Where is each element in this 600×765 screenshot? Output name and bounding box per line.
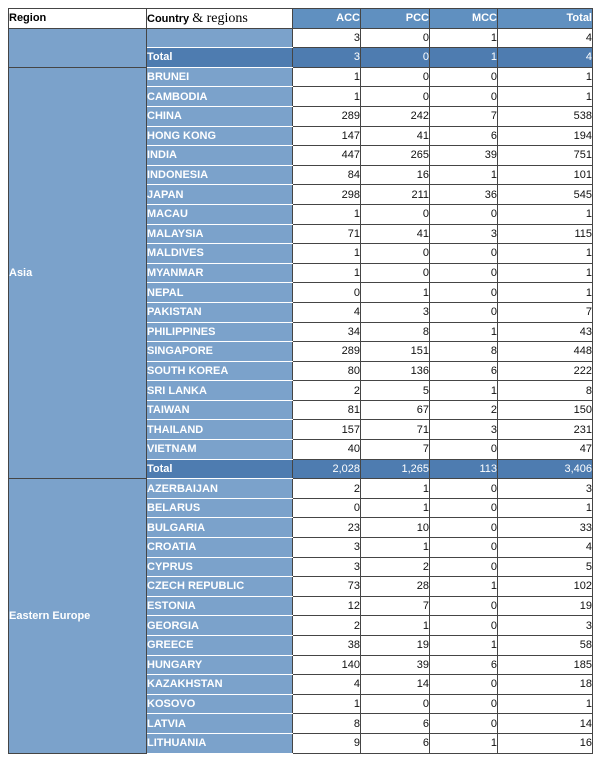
value-cell-acc: 3 [293,557,361,577]
value-cell-acc: 40 [293,440,361,460]
total-value-cell-mcc: 1 [430,48,498,68]
value-cell-mcc: 0 [430,244,498,264]
value-cell-acc: 0 [293,283,361,303]
country-cell: BRUNEI [147,67,293,87]
value-cell-total: 1 [498,67,593,87]
value-cell-total: 185 [498,655,593,675]
value-cell-mcc: 36 [430,185,498,205]
value-cell-pcc: 8 [361,322,430,342]
value-cell-mcc: 1 [430,733,498,753]
value-cell-mcc: 1 [430,165,498,185]
value-cell-total: 1 [498,694,593,714]
country-cell: CHINA [147,106,293,126]
value-cell-total: 1 [498,244,593,264]
value-cell-pcc: 1 [361,283,430,303]
value-cell-mcc: 0 [430,263,498,283]
value-cell-acc: 4 [293,675,361,695]
value-cell-total: 33 [498,518,593,538]
value-cell-mcc: 0 [430,204,498,224]
value-cell-mcc: 7 [430,106,498,126]
value-cell-mcc: 0 [430,694,498,714]
value-cell-mcc: 0 [430,518,498,538]
value-cell-mcc: 0 [430,283,498,303]
value-cell-acc: 1 [293,694,361,714]
value-cell-acc: 1 [293,67,361,87]
value-cell-total: 101 [498,165,593,185]
value-cell-mcc: 0 [430,675,498,695]
country-cell: CYPRUS [147,557,293,577]
country-cell: GREECE [147,636,293,656]
country-cell: ESTONIA [147,596,293,616]
country-cell: BELARUS [147,498,293,518]
total-value-cell-acc: 3 [293,48,361,68]
value-cell-total: 16 [498,733,593,753]
value-cell-acc: 23 [293,518,361,538]
table-row [9,28,593,48]
value-cell-total: 231 [498,420,593,440]
country-cell: HONG KONG [147,126,293,146]
region-cell [9,28,147,67]
value-cell-total: 19 [498,596,593,616]
value-cell-mcc: 6 [430,655,498,675]
value-cell-acc: 9 [293,733,361,753]
value-cell-mcc: 0 [430,714,498,734]
value-cell-mcc: 8 [430,342,498,362]
value-cell-acc: 298 [293,185,361,205]
total-label-cell: Total [147,459,293,479]
total-value-cell-mcc: 113 [430,459,498,479]
country-cell: HUNGARY [147,655,293,675]
value-cell-pcc: 0 [361,28,430,48]
value-cell-total: 222 [498,361,593,381]
value-cell-mcc: 1 [430,636,498,656]
value-cell-pcc: 1 [361,498,430,518]
value-cell-total: 5 [498,557,593,577]
value-cell-pcc: 0 [361,263,430,283]
value-cell-total: 3 [498,616,593,636]
value-cell-pcc: 7 [361,596,430,616]
value-cell-mcc: 3 [430,224,498,244]
header-country-prefix: Country [147,12,193,25]
value-cell-mcc: 0 [430,596,498,616]
value-cell-total: 47 [498,440,593,460]
value-cell-acc: 80 [293,361,361,381]
value-cell-total: 8 [498,381,593,401]
country-cell: SINGAPORE [147,342,293,362]
header-total: Total [498,9,593,29]
header-row [9,9,593,29]
value-cell-pcc: 1 [361,479,430,499]
value-cell-acc: 38 [293,636,361,656]
country-cell: JAPAN [147,185,293,205]
value-cell-acc: 2 [293,479,361,499]
value-cell-total: 751 [498,146,593,166]
value-cell-total: 545 [498,185,593,205]
country-cell: KOSOVO [147,694,293,714]
value-cell-pcc: 0 [361,694,430,714]
total-value-cell-total: 3,406 [498,459,593,479]
total-label-cell: Total [147,48,293,68]
value-cell-acc: 1 [293,204,361,224]
value-cell-total: 102 [498,577,593,597]
country-cell: PHILIPPINES [147,322,293,342]
value-cell-pcc: 1 [361,616,430,636]
value-cell-acc: 2 [293,616,361,636]
table-row [9,479,593,499]
value-cell-pcc: 41 [361,126,430,146]
country-cell: TAIWAN [147,400,293,420]
value-cell-acc: 147 [293,126,361,146]
value-cell-acc: 289 [293,106,361,126]
value-cell-acc: 289 [293,342,361,362]
value-cell-mcc: 0 [430,302,498,322]
country-cell: VIETNAM [147,440,293,460]
value-cell-mcc: 0 [430,616,498,636]
value-cell-pcc: 0 [361,67,430,87]
country-cell: AZERBAIJAN [147,479,293,499]
value-cell-total: 538 [498,106,593,126]
table-body [9,28,593,753]
country-cell: BULGARIA [147,518,293,538]
value-cell-pcc: 19 [361,636,430,656]
value-cell-total: 1 [498,283,593,303]
country-cell: INDONESIA [147,165,293,185]
value-cell-total: 7 [498,302,593,322]
value-cell-pcc: 0 [361,204,430,224]
value-cell-acc: 447 [293,146,361,166]
value-cell-total: 43 [498,322,593,342]
value-cell-total: 58 [498,636,593,656]
value-cell-total: 194 [498,126,593,146]
region-cell: Eastern Europe [9,479,147,753]
value-cell-total: 1 [498,204,593,224]
value-cell-pcc: 0 [361,244,430,264]
header-country [147,9,293,29]
value-cell-pcc: 6 [361,714,430,734]
value-cell-mcc: 1 [430,577,498,597]
value-cell-mcc: 0 [430,538,498,558]
value-cell-pcc: 16 [361,165,430,185]
country-cell: THAILAND [147,420,293,440]
value-cell-pcc: 41 [361,224,430,244]
value-cell-total: 1 [498,498,593,518]
header-mcc: MCC [430,9,498,29]
country-cell [147,28,293,48]
country-cell: MALAYSIA [147,224,293,244]
value-cell-acc: 84 [293,165,361,185]
value-cell-mcc: 39 [430,146,498,166]
value-cell-pcc: 136 [361,361,430,381]
value-cell-acc: 12 [293,596,361,616]
value-cell-pcc: 67 [361,400,430,420]
value-cell-mcc: 0 [430,557,498,577]
value-cell-acc: 8 [293,714,361,734]
country-cell: GEORGIA [147,616,293,636]
country-cell: MACAU [147,204,293,224]
value-cell-acc: 3 [293,538,361,558]
value-cell-total: 448 [498,342,593,362]
value-cell-mcc: 0 [430,479,498,499]
value-cell-mcc: 0 [430,67,498,87]
value-cell-acc: 34 [293,322,361,342]
value-cell-pcc: 0 [361,87,430,107]
country-cell: MALDIVES [147,244,293,264]
country-cell: SRI LANKA [147,381,293,401]
total-value-cell-pcc: 1,265 [361,459,430,479]
value-cell-acc: 140 [293,655,361,675]
value-cell-total: 1 [498,263,593,283]
header-region: Region [9,9,147,29]
value-cell-acc: 0 [293,498,361,518]
value-cell-pcc: 151 [361,342,430,362]
value-cell-acc: 157 [293,420,361,440]
total-value-cell-pcc: 0 [361,48,430,68]
total-value-cell-acc: 2,028 [293,459,361,479]
value-cell-pcc: 2 [361,557,430,577]
value-cell-pcc: 6 [361,733,430,753]
value-cell-pcc: 10 [361,518,430,538]
value-cell-mcc: 1 [430,381,498,401]
country-cell: NEPAL [147,283,293,303]
value-cell-mcc: 0 [430,87,498,107]
country-cell: LITHUANIA [147,733,293,753]
value-cell-pcc: 242 [361,106,430,126]
country-cell: LATVIA [147,714,293,734]
value-cell-total: 3 [498,479,593,499]
value-cell-acc: 4 [293,302,361,322]
region-cell: Asia [9,67,147,478]
value-cell-acc: 1 [293,244,361,264]
value-cell-total: 14 [498,714,593,734]
region-country-stats-table [8,8,593,754]
value-cell-acc: 1 [293,263,361,283]
value-cell-pcc: 265 [361,146,430,166]
country-cell: MYANMAR [147,263,293,283]
country-cell: CAMBODIA [147,87,293,107]
value-cell-acc: 1 [293,87,361,107]
value-cell-pcc: 3 [361,302,430,322]
value-cell-pcc: 14 [361,675,430,695]
value-cell-mcc: 0 [430,440,498,460]
value-cell-total: 4 [498,538,593,558]
value-cell-pcc: 5 [361,381,430,401]
value-cell-acc: 73 [293,577,361,597]
value-cell-pcc: 39 [361,655,430,675]
header-acc: ACC [293,9,361,29]
country-cell: PAKISTAN [147,302,293,322]
value-cell-total: 150 [498,400,593,420]
value-cell-pcc: 1 [361,538,430,558]
value-cell-mcc: 3 [430,420,498,440]
country-cell: SOUTH KOREA [147,361,293,381]
country-cell: INDIA [147,146,293,166]
value-cell-mcc: 6 [430,361,498,381]
value-cell-total: 1 [498,87,593,107]
value-cell-mcc: 0 [430,498,498,518]
value-cell-mcc: 1 [430,322,498,342]
value-cell-total: 18 [498,675,593,695]
value-cell-acc: 2 [293,381,361,401]
value-cell-acc: 71 [293,224,361,244]
value-cell-acc: 3 [293,28,361,48]
header-pcc: PCC [361,9,430,29]
value-cell-mcc: 6 [430,126,498,146]
value-cell-total: 4 [498,28,593,48]
value-cell-pcc: 7 [361,440,430,460]
total-value-cell-total: 4 [498,48,593,68]
header-country-suffix: & regions [192,10,248,26]
value-cell-mcc: 2 [430,400,498,420]
country-cell: CROATIA [147,538,293,558]
value-cell-pcc: 211 [361,185,430,205]
value-cell-acc: 81 [293,400,361,420]
country-cell: KAZAKHSTAN [147,675,293,695]
table-row [9,67,593,87]
value-cell-total: 115 [498,224,593,244]
value-cell-pcc: 28 [361,577,430,597]
value-cell-pcc: 71 [361,420,430,440]
country-cell: CZECH REPUBLIC [147,577,293,597]
value-cell-mcc: 1 [430,28,498,48]
